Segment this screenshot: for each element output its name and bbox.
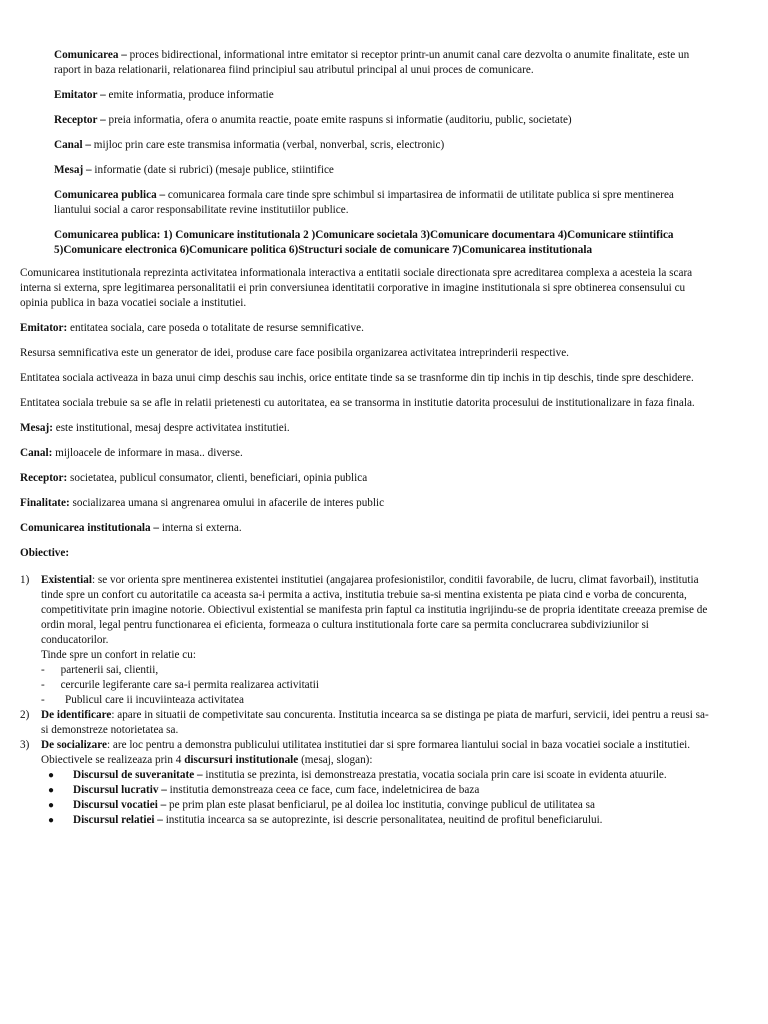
discourses-intro — [41, 753, 712, 768]
objective-text — [41, 738, 712, 753]
label-receptor — [20, 471, 712, 486]
definition-mesaj — [54, 163, 712, 178]
sub-item — [41, 663, 712, 678]
term: Receptor – — [54, 114, 106, 126]
dash-marker: - — [41, 664, 45, 676]
label-text: este institutional, mesaj despre activitatea institutiei. — [52, 422, 290, 434]
term: Discursul lucrativ – — [73, 784, 167, 796]
paragraph-autoritate: Entitatea sociala trebuie sa se afle in relatii prietenesti cu autoritatea, ea se transorma in institutie datorita procesului de institutionalizare in faza finala. — [20, 397, 695, 409]
definition-canal — [54, 138, 712, 153]
term: Canal: — [20, 447, 53, 459]
objective-description: : apare in situatii de competivitate sau concurenta. Institutia incearca sa se distinga pe piata de marfuri, servicii, idei pentru a reusi sa-si demonstreze notorietatea sa. — [41, 709, 709, 736]
sub-item-text: Publicul care ii incuviinteaza activitatea — [65, 694, 244, 706]
label-text: mijloacele de informare in masa.. diverse. — [52, 447, 243, 459]
term: Finalitate: — [20, 497, 70, 509]
discourse-description: institutia demonstreaza ceea ce face, cum face, indeletnicirea de baza — [166, 784, 480, 796]
list-number: 2) — [20, 709, 30, 721]
bullet-icon: ● — [48, 785, 55, 796]
sub-item — [41, 678, 712, 693]
definition-receptor — [54, 113, 712, 128]
definition-text: comunicarea formala care tinde spre schimbul si impartasirea de informatii de utilitate publica si spre mentinerea liantului social a caror responsabilitate revine institutiilor publice. — [54, 189, 674, 216]
discourses-intro-after: (mesaj, slogan): — [298, 754, 373, 766]
definition-text: informatie (date si rubrici) (mesaje publice, stiintifice — [91, 164, 334, 176]
term: Canal – — [54, 139, 91, 151]
objective-description: : se vor orienta spre mentinerea existentei institutiei (angajarea profesionistilor, conditii favorabile, de lucru, climat favorbail), institutia tinde spre un confort cu autoritatile ca aceasta sa-i permita a activa, institutia trebuie sa-si mentina existenta pe piata cind e vorba de concurenta, competitivitate prin imagine notorie. Obiectivul existential se manifesta prin faptul ca institutia ingrijindu-se de propria identitate creeaza premise de ordin moral, legal pentru functionarea ei eficienta, formeaza o cultura institutionala forte care sa permita conclucrarea subdiviziunilor si conducatorilor. — [41, 574, 708, 646]
label-text: socializarea umana si angrenarea omului in afacerile de interes public — [69, 497, 385, 509]
discourse-text — [73, 768, 667, 783]
term: Comunicarea publica – — [54, 189, 166, 201]
term: De socializare — [41, 739, 107, 751]
list-item — [48, 798, 712, 813]
dash-marker: - — [41, 694, 45, 706]
definition-comunicarea-publica — [54, 188, 712, 218]
term: Existential — [41, 574, 92, 586]
label-text: interna si externa. — [159, 522, 242, 534]
list-item — [48, 783, 712, 798]
term: Discursul de suveranitate – — [73, 769, 203, 781]
discourse-description: institutia se prezinta, isi demonstreaza prestatia, vocatia sociala prin care isi scoate in evidenta atuurile. — [202, 769, 667, 781]
definition-text: proces bidirectional, informational intre emitator si receptor printr-un anumit canal care dezvolta o anumite finalitate, este un raport in baza relationarii, relationarea fiind principiul sau atributul principal al unui proces de comunicare. — [54, 49, 690, 76]
definition-emitator — [54, 88, 712, 103]
objectives-title-text: Obiective: — [20, 547, 70, 559]
types-line — [54, 228, 712, 258]
term: Comunicarea – — [54, 49, 127, 61]
term: De identificare — [41, 709, 112, 721]
term: discursuri institutionale — [184, 754, 299, 766]
discourse-description: institutia incearca sa se autoprezinte, isi descrie personalitatea, neuitind de profitul beneficiarului. — [162, 814, 603, 826]
bullet-icon: ● — [48, 770, 55, 781]
term: Receptor: — [20, 472, 68, 484]
label-canal — [20, 446, 712, 461]
objective-description: : are loc pentru a demonstra publicului utilitatea institutiei dar si spre formarea liantului social in baza vocatiei sociale a institutiei. — [106, 739, 691, 751]
discourses-list — [48, 768, 712, 828]
discourse-text — [73, 783, 479, 798]
sub-intro: Tinde spre un confort in relatie cu: — [41, 649, 196, 661]
bullet-icon: ● — [48, 800, 55, 811]
sub-item-text: partenerii sai, clientii, — [55, 664, 159, 676]
list-item — [48, 768, 712, 783]
objective-identificare — [20, 708, 712, 738]
term: Mesaj – — [54, 164, 92, 176]
paragraph-cimp: Entitatea sociala activeaza in baza unui cimp deschis sau inchis, orice entitate tinde sa se trasnforme din tip inchis in tip deschis, tinde spre deschidere. — [20, 372, 694, 384]
objective-existential — [20, 573, 712, 663]
objective-socializare — [20, 738, 712, 768]
types-text: Comunicarea publica: 1) Comunicare institutionala 2 )Comunicare societala 3)Comunicare documentara 4)Comunicare stiintifica 5)Comunicare electronica 6)Comunicare politica 6)Structuri sociale de comunicare 7)Comunicarea institutionala — [54, 229, 674, 256]
label-text: societatea, publicul consumator, clienti, beneficiari, opinia publica — [67, 472, 368, 484]
objective-body — [41, 573, 712, 663]
emitator-line — [20, 321, 712, 336]
list-number: 3) — [20, 739, 30, 751]
term: Mesaj: — [20, 422, 53, 434]
definition-text: preia informatia, ofera o anumita reactie, poate emite raspuns si informatie (auditoriu, public, societate) — [105, 114, 572, 126]
objective-text — [41, 708, 712, 738]
label-finalitate — [20, 496, 712, 511]
objective-text — [41, 573, 712, 648]
bullet-icon: ● — [48, 815, 55, 826]
discourse-description: pe prim plan este plasat benficiarul, pe al doilea loc institutia, convinge publicul de utilitatea sa — [166, 799, 595, 811]
term: Discursul vocatiei – — [73, 799, 167, 811]
definition-text: mijloc prin care este transmisa informatia (verbal, nonverbal, scris, electronic) — [91, 139, 445, 151]
paragraph-resursa: Resursa semnificativa este un generator de idei, produse care face posibila organizarea activitatea intreprinderii respective. — [20, 347, 569, 359]
sub-item — [41, 693, 712, 708]
definition-text: emite informatia, produce informatie — [105, 89, 274, 101]
objective-body — [41, 738, 712, 768]
term: Comunicarea institutionala – — [20, 522, 160, 534]
label-comunicarea-institutionala — [20, 521, 712, 536]
sub-item-text: cercurile legiferante care sa-i permita realizarea activitatii — [55, 679, 319, 691]
discourse-text — [73, 798, 595, 813]
list-item — [48, 813, 712, 828]
definition-text: entitatea sociala, care poseda o totalitate de resurse semnificative. — [67, 322, 364, 334]
objectives-title — [20, 546, 712, 561]
term: Discursul relatiei – — [73, 814, 163, 826]
definition-comunicarea — [54, 48, 712, 78]
discourses-intro-before: Obiectivele se realizeaza prin 4 — [41, 754, 185, 766]
dash-marker: - — [41, 679, 45, 691]
intro-paragraph: Comunicarea institutionala reprezinta activitatea informationala interactiva a entitatii sociale directionata spre acreditarea complexa a acesteia la scara interna si externa, spre legitimarea personalitatii ei prin conversiunea identitatii corporative in imagine institutionala si spre obtinerea consensului cu opinia publica in baza vocatiei sociale a institutiei. — [20, 267, 693, 309]
discourse-text — [73, 813, 602, 828]
label-mesaj — [20, 421, 712, 436]
list-number: 1) — [20, 574, 30, 586]
term: Emitator – — [54, 89, 106, 101]
term: Emitator: — [20, 322, 68, 334]
